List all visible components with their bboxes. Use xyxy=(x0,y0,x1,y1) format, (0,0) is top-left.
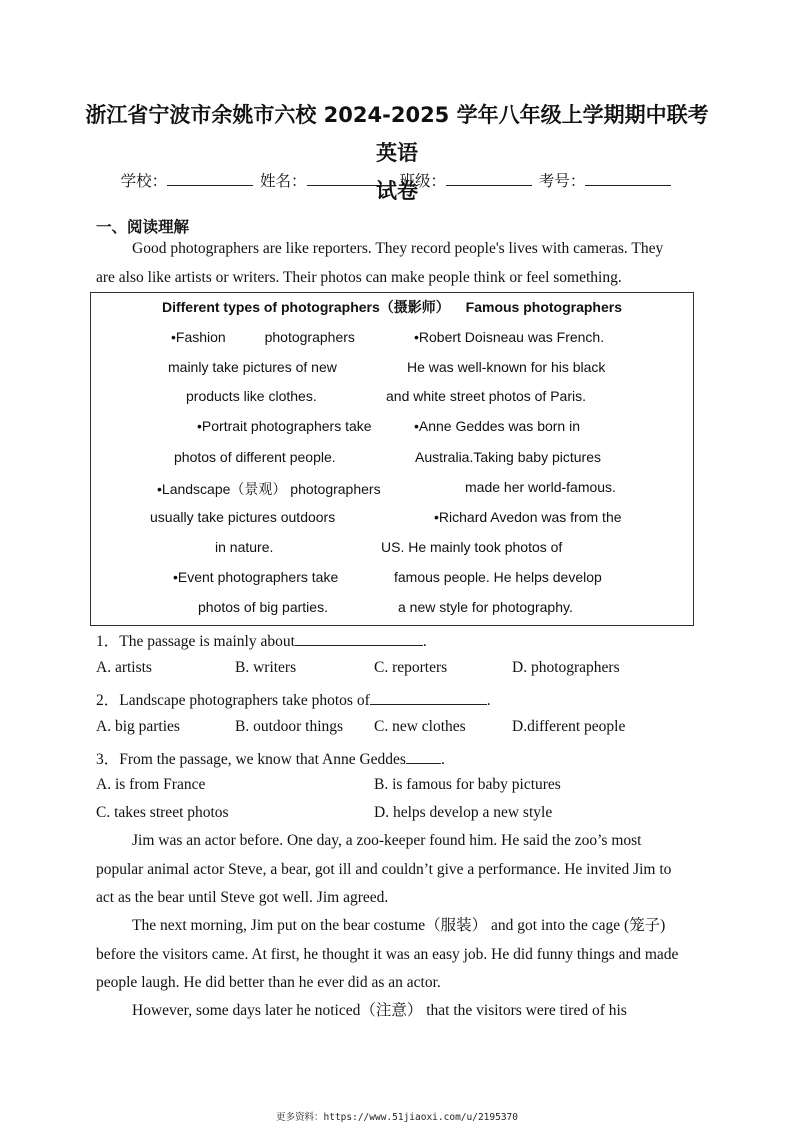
question-stem: 3．From the passage, we know that Anne Geddes xyxy=(96,751,406,768)
box-left-line: photos of big parties. xyxy=(198,599,328,615)
name-blank[interactable] xyxy=(307,171,393,186)
section-title: 一、阅读理解 xyxy=(96,218,190,236)
box-left-line: products like clothes. xyxy=(186,388,317,404)
box-header-left: Different types of photographers（摄影师） xyxy=(161,299,450,315)
option-1c[interactable]: C. reporters xyxy=(374,659,448,676)
option-3a[interactable]: A. is from France xyxy=(96,776,206,793)
page-title xyxy=(80,96,714,210)
option-1a[interactable]: A. artists xyxy=(96,659,152,676)
box-right-line: •Richard Avedon was from the xyxy=(434,509,622,525)
box-left-line: usually take pictures outdoors xyxy=(150,509,336,525)
option-2c[interactable]: C. new clothes xyxy=(374,718,466,735)
option-3c[interactable]: C. takes street photos xyxy=(96,804,229,821)
passage2-paragraph-1 xyxy=(96,827,701,913)
box-header xyxy=(91,297,693,317)
photographers-info-box xyxy=(90,292,694,626)
passage-line: The next morning, Jim put on the bear costume（服装） and got into the cage (笼子) xyxy=(132,917,666,934)
box-right-line: Australia.Taking baby pictures xyxy=(415,449,601,465)
exam-number-blank[interactable] xyxy=(585,171,671,186)
name-label: 姓名： xyxy=(260,172,307,190)
school-label: 学校： xyxy=(120,172,168,190)
box-right-line: •Robert Doisneau was French. xyxy=(414,329,605,345)
passage-line: people laugh. He did better than he ever did as an actor. xyxy=(96,974,441,991)
school-blank[interactable] xyxy=(167,171,253,186)
box-left-line: •Event photographers take xyxy=(173,569,339,585)
box-right-line: •Anne Geddes was born in xyxy=(414,418,581,434)
option-2b[interactable]: B. outdoor things xyxy=(235,718,344,735)
class-blank[interactable] xyxy=(446,171,532,186)
option-2d[interactable]: D.different people xyxy=(512,718,626,735)
title-line-2: 试卷 xyxy=(376,179,418,203)
passage-line: act as the bear until Steve got well. Jim agreed. xyxy=(96,889,389,906)
intro-line-1: Good photographers are like reporters. They record people's lives with cameras. They xyxy=(132,240,664,257)
box-right-line: a new style for photography. xyxy=(398,599,573,615)
box-left-line: photos of different people. xyxy=(174,449,336,465)
box-left-line: mainly take pictures of new xyxy=(168,359,337,375)
option-3d[interactable]: D. helps develop a new style xyxy=(374,804,553,821)
question-1 xyxy=(96,629,427,651)
box-right-line: made her world-famous. xyxy=(465,479,616,495)
passage-line: before the visitors came. At first, he thought it was an easy job. He did funny things and made xyxy=(96,945,679,963)
box-header-right: Famous photographers xyxy=(465,299,623,315)
answer-blank[interactable] xyxy=(295,632,423,646)
option-2a[interactable]: A. big parties xyxy=(96,718,180,735)
box-left-line: •Portrait photographers take xyxy=(197,418,372,434)
passage-line: popular animal actor Steve, a bear, got ill and couldn’t give a performance. He invited Jim to xyxy=(96,860,672,878)
class-label: 班级： xyxy=(399,172,446,190)
option-1b[interactable]: B. writers xyxy=(235,659,297,676)
option-1d[interactable]: D. photographers xyxy=(512,659,620,676)
question-stem: 2．Landscape photographers take photos of xyxy=(96,692,370,709)
option-3b[interactable]: B. is famous for baby pictures xyxy=(374,776,561,793)
intro-line-2: are also like artists or writers. Their photos can make people think or feel something. xyxy=(96,268,622,286)
question-end: . xyxy=(422,633,427,650)
answer-blank[interactable] xyxy=(370,691,487,705)
box-left-line: •Fashion photographers xyxy=(171,329,355,345)
footer-link[interactable]: 更多资料：https://www.51jiaoxi.com/u/2195370 xyxy=(276,1112,518,1123)
exam-number-label: 考号： xyxy=(538,172,586,190)
passage2-paragraph-2 xyxy=(96,912,701,998)
question-end: . xyxy=(440,751,445,768)
question-end: . xyxy=(486,692,491,709)
box-right-line: famous people. He helps develop xyxy=(394,569,602,585)
question-3 xyxy=(96,747,445,769)
title-line-1: 浙江省宁波市余姚市六校 2024-2025 学年八年级上学期期中联考英语 xyxy=(85,103,709,165)
box-right-line: US. He mainly took photos of xyxy=(381,539,563,555)
intro-paragraph xyxy=(96,235,701,292)
passage-line: Jim was an actor before. One day, a zoo-keeper found him. He said the zoo’s most xyxy=(132,832,642,849)
box-left-line: •Landscape（景观） photographers xyxy=(157,481,381,497)
question-2 xyxy=(96,688,491,710)
passage2-paragraph-3 xyxy=(96,997,701,1026)
answer-blank[interactable] xyxy=(406,750,441,764)
box-right-line: He was well-known for his black xyxy=(407,359,606,375)
box-right-line: and white street photos of Paris. xyxy=(386,388,586,404)
box-left-line: in nature. xyxy=(215,539,274,555)
student-info-row xyxy=(0,169,794,191)
question-stem: 1．The passage is mainly about xyxy=(96,633,295,650)
passage-line: However, some days later he noticed（注意） that the visitors were tired of his xyxy=(132,1002,627,1019)
